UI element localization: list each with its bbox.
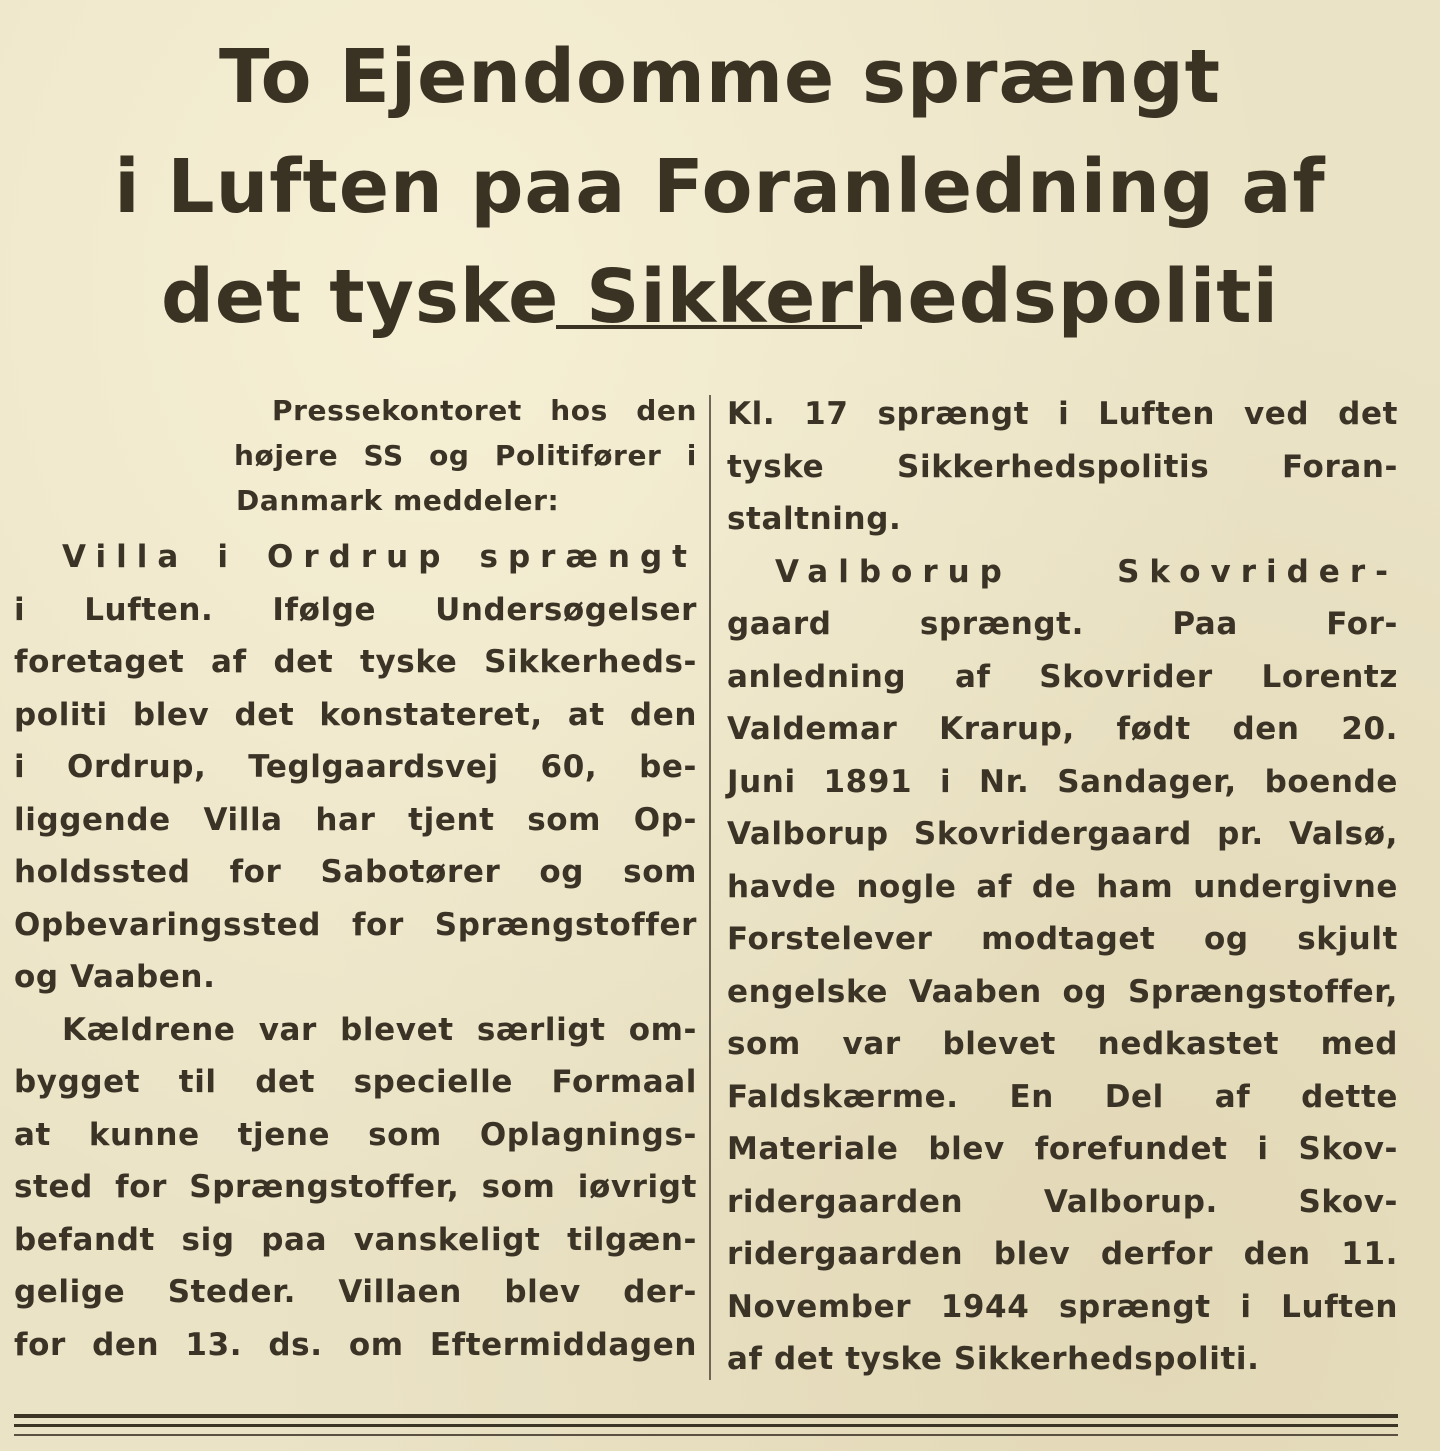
body-line: befandt sig paa vanskeligt tilgæn- [14, 1221, 697, 1258]
body-line: tyske Sikkerhedspolitis Foran- [727, 448, 1398, 485]
headline-line-3: det tyske Sikkerhedspoliti [160, 254, 1280, 340]
body-line: November 1944 sprængt i Luften [727, 1288, 1398, 1325]
body-line: engelske Vaaben og Sprængstoffer, [727, 973, 1398, 1010]
body-line: i Ordrup, Teglgaardsvej 60, be- [14, 749, 697, 785]
body-line: foretaget af det tyske Sikkerheds- [14, 644, 697, 680]
intro-line: Danmark meddeler: [236, 484, 560, 517]
body-line: gelige Steder. Villaen blev der- [14, 1274, 697, 1310]
body-line: Faldskærme. En Del af dette [727, 1078, 1398, 1115]
body-line: liggende Villa har tjent som Op- [14, 801, 697, 838]
body-line: at kunne tjene som Oplagnings- [14, 1116, 697, 1153]
body-line: som var blevet nedkastet med [727, 1026, 1398, 1062]
subhead-line: Valborup Skovrider- [775, 553, 1398, 590]
body-line: anledning af Skovrider Lorentz [727, 658, 1398, 695]
body-line: politi blev det konstateret, at den [14, 696, 697, 733]
intro-line: Pressekontoret hos den [272, 394, 697, 427]
body-line: ridergaarden blev derfor den 11. [727, 1236, 1398, 1272]
body-line: havde nogle af de ham undergivne [727, 868, 1398, 905]
body-line: bygget til det specielle Formaal [14, 1064, 697, 1100]
body-line: Opbevaringssted for Sprængstoffer [14, 906, 697, 943]
body-line: for den 13. ds. om Eftermiddagen [14, 1326, 697, 1363]
left-column [14, 388, 697, 1371]
body-line: i Luften. Ifølge Undersøgelser [14, 591, 697, 628]
body-line: Kældrene var blevet særligt om- [62, 1011, 697, 1048]
footer-rule [14, 1424, 1398, 1427]
column-divider [709, 395, 711, 1380]
body-line: holdssted for Sabotører og som [14, 854, 697, 890]
subhead-line: Villa i Ordrup sprængt [62, 539, 697, 575]
footer-rule [14, 1414, 1398, 1418]
body-line: gaard sprængt. Paa For- [727, 606, 1398, 642]
body-line: og Vaaben. [14, 959, 216, 995]
body-line: sted for Sprængstoffer, som iøvrigt [14, 1169, 697, 1205]
body-line: af det tyske Sikkerhedspoliti. [727, 1341, 1260, 1377]
paragraph-gap [14, 523, 697, 531]
footer-rule [14, 1434, 1398, 1436]
body-line: Valdemar Krarup, født den 20. [727, 711, 1398, 747]
body-line: Kl. 17 sprængt i Luften ved det [727, 396, 1398, 432]
body-line: Valborup Skovridergaard pr. Valsø, [727, 816, 1398, 852]
body-line: staltning. [727, 501, 902, 537]
body-line: Juni 1891 i Nr. Sandager, boende [727, 763, 1398, 800]
headline [10, 22, 1430, 352]
headline-line-2: i Luften paa Foranledning af [114, 144, 1326, 230]
intro-line: højere SS og Politifører i [234, 439, 697, 472]
body-line: Materiale blev forefundet i Skov- [727, 1131, 1398, 1167]
body-line: ridergaarden Valborup. Skov- [727, 1183, 1398, 1220]
headline-line-1: To Ejendomme sprængt [218, 34, 1222, 120]
body-line: Forstelever modtaget og skjult [727, 921, 1398, 957]
headline-rule [556, 325, 862, 329]
right-column [727, 388, 1398, 1386]
